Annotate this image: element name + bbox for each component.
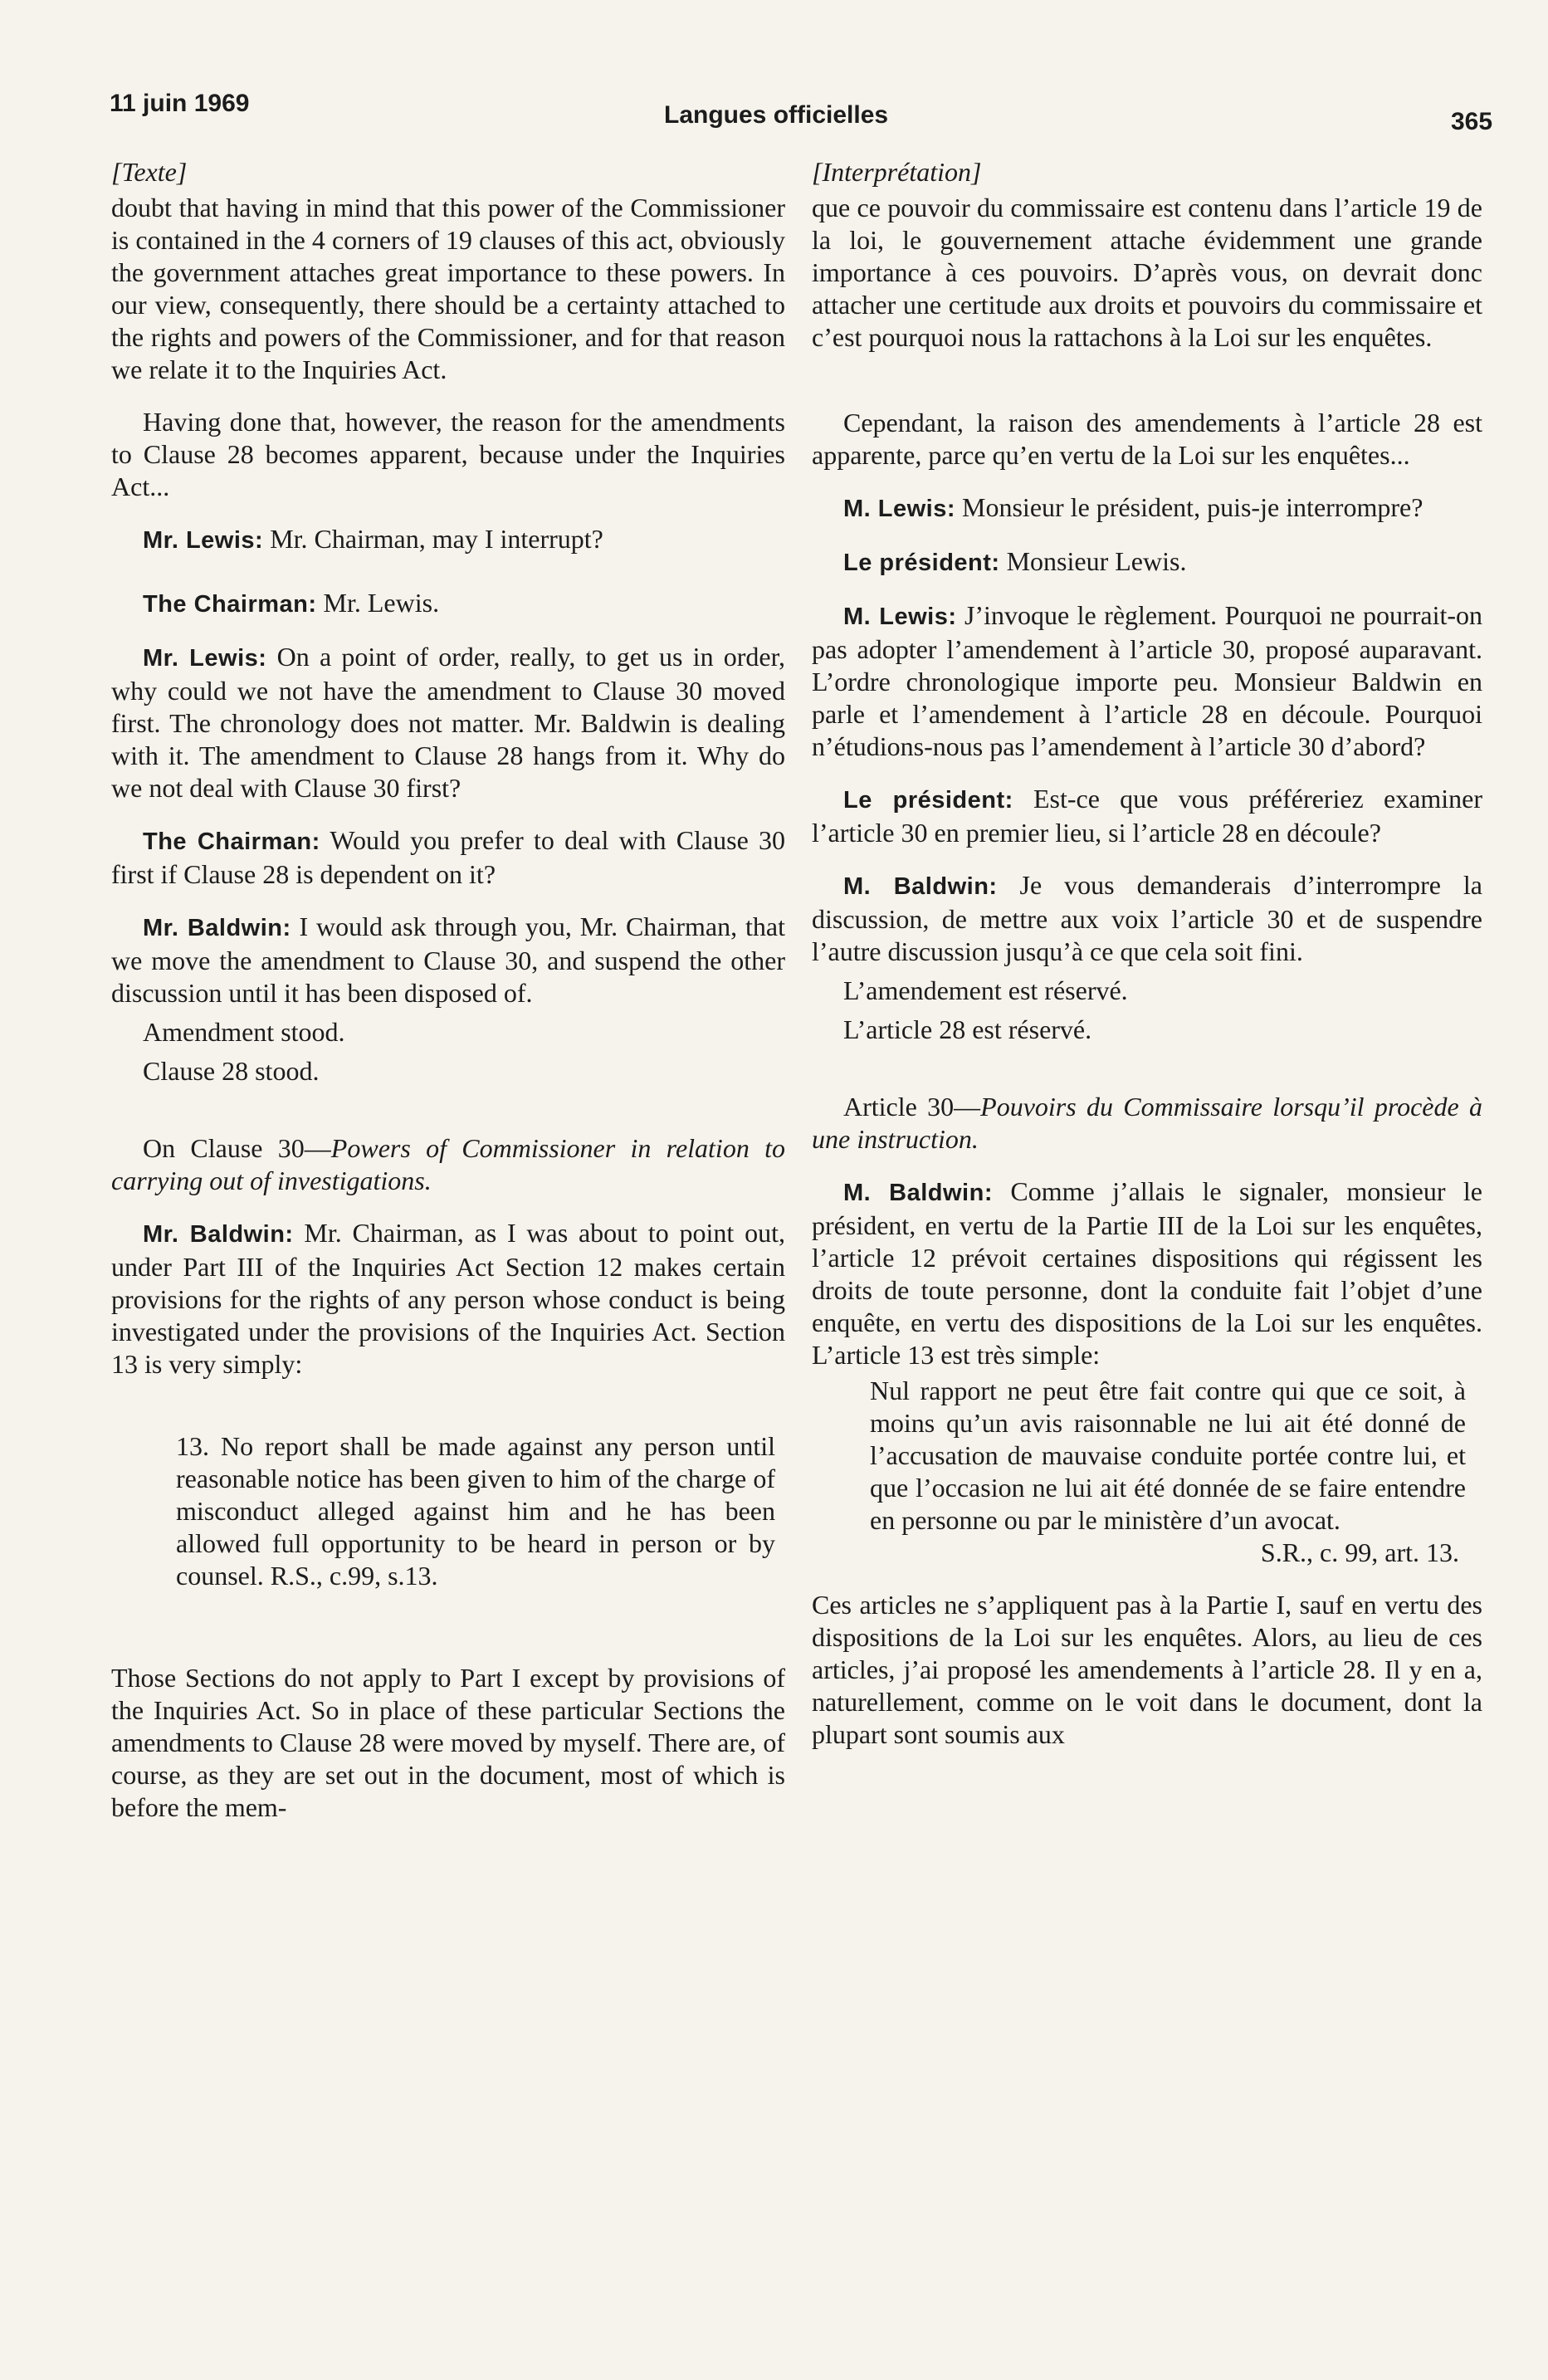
- english-speech: [111, 641, 785, 804]
- speech-text: Mr. Lewis.: [316, 588, 440, 618]
- speaker-name: Mr. Lewis:: [143, 645, 267, 672]
- english-speech: [111, 523, 785, 557]
- french-speech: [812, 1175, 1482, 1371]
- clause-stood: L’article 28 est réservé.: [843, 1014, 1092, 1044]
- speech-text: Monsieur le président, puis-je interrompre?: [955, 492, 1423, 522]
- speaker-name: Le président:: [843, 787, 1013, 814]
- page-number: 365: [1451, 108, 1493, 135]
- clause-heading: [111, 1132, 785, 1197]
- speaker-name: The Chairman:: [143, 591, 317, 618]
- english-column-label: [Texte]: [111, 157, 188, 187]
- amendment-stood: Amendment stood.: [143, 1017, 345, 1047]
- header-date: 11 juin 1969: [110, 90, 250, 117]
- english-quoted-section: 13. No report shall be made against any person until reasonable notice has been given to him of the charge of misconduct alleged against him and he has been allowed full opportunity to be heard in person or by counsel. R.S., c.99, s.13.: [176, 1431, 775, 1591]
- speaker-name: Mr. Baldwin:: [143, 915, 291, 941]
- speaker-name: M. Baldwin:: [843, 873, 998, 900]
- french-speech: [812, 545, 1482, 579]
- english-column: [111, 156, 785, 1844]
- french-paragraph: Ces articles ne s’appliquent pas à la Partie I, sauf en vertu des dispositions de la Loi sur les enquêtes. Alors, au lieu de ces articles, j’ai proposé les amendements à l’article 28. Il y en a, naturellement, comme on le voit dans le document, dont la plupart sont soumis aux: [812, 1590, 1482, 1749]
- english-speech: [111, 911, 785, 1009]
- speaker-name: M. Baldwin:: [843, 1180, 993, 1206]
- speech-text: Est-ce que vous préféreriez examiner l’article 30 en premier lieu, si l’article 28 en découle?: [812, 784, 1482, 848]
- french-speech: [812, 491, 1482, 525]
- english-speech: [111, 587, 785, 621]
- clause-heading: [812, 1091, 1482, 1156]
- speech-text: Monsieur Lewis.: [999, 546, 1187, 576]
- clause-prefix: On Clause 30—: [143, 1133, 331, 1163]
- speech-text: Comme j’allais le signaler, monsieur le président, en vertu de la Partie III de la Loi sur les enquêtes, l’article 12 prévoit certaines dispositions qui régissent les droits de toute personne, dont la conduite fait l’objet d’une enquête, en vertu des dispositions de la Loi sur les enquêtes. L’article 13 est très simple:: [812, 1176, 1482, 1370]
- speech-text: Mr. Chairman, as I was about to point out, under Part III of the Inquiries Act Section 12 makes certain provisions for the rights of any person whose conduct is being investigated under the provisions of the Inquiries Act. Section 13 is very simply:: [111, 1218, 786, 1379]
- english-paragraph: Those Sections do not apply to Part I except by provisions of the Inquiries Act. So in place of these particular Sections the amendments to Clause 28 were moved by myself. There are, of course, as they are set out in the document, most of which is before the mem-: [111, 1663, 785, 1822]
- clause-title: Powers of Commissioner in relation to carrying out of investigations.: [111, 1133, 785, 1195]
- amendment-stood: L’amendement est réservé.: [843, 975, 1128, 1005]
- french-paragraph: que ce pouvoir du commissaire est contenu dans l’article 19 de la loi, le gouvernement attache évidemment une grande importance à ces pouvoirs. D’après vous, on devrait donc attacher une certitude aux droits et pouvoirs du commissaire et c’est pourquoi nous la rattachons à la Loi sur les enquêtes.: [812, 193, 1482, 352]
- clause-prefix: Article 30—: [843, 1092, 981, 1122]
- english-speech: [111, 1217, 785, 1381]
- clause-stood: Clause 28 stood.: [143, 1056, 320, 1086]
- speaker-name: Mr. Lewis:: [143, 527, 264, 554]
- speech-text: I would ask through you, Mr. Chairman, that we move the amendment to Clause 30, and suspend the other discussion until it has been disposed of.: [111, 911, 785, 1008]
- french-speech: [812, 783, 1482, 849]
- english-paragraph: doubt that having in mind that this power of the Commissioner is contained in the 4 corners of 19 clauses of this act, obviously the government attaches great importance to these powers. In our view, consequently, there should be a certainty attached to the rights and powers of the Commissioner, and for that reason we relate it to the Inquiries Act.: [111, 193, 785, 384]
- french-quote-citation: S.R., c. 99, art. 13.: [1260, 1537, 1459, 1567]
- french-speech: [812, 599, 1482, 763]
- speaker-name: Le président:: [843, 550, 1000, 576]
- speaker-name: M. Lewis:: [843, 604, 957, 630]
- speech-text: Je vous demanderais d’interrompre la discussion, de mettre aux voix l’article 30 et de suspendre l’autre discussion jusqu’à ce que cela soit fini.: [812, 870, 1483, 966]
- french-column-label: [Interprétation]: [812, 157, 982, 187]
- english-paragraph: Having done that, however, the reason for the amendments to Clause 28 becomes apparent, because under the Inquiries Act...: [111, 407, 785, 501]
- french-quoted-section: Nul rapport ne peut être fait contre qui que ce soit, à moins qu’un avis raisonnable ne lui ait été donné de l’accusation de mauvaise conduite portée contre lui, et que l’occasion ne lui ait été donnée de se faire entendre en personne ou par le ministère d’un avocat.: [870, 1376, 1466, 1535]
- speaker-name: The Chairman:: [143, 828, 320, 855]
- french-speech: [812, 869, 1482, 968]
- french-paragraph: Cependant, la raison des amendements à l’article 28 est apparente, parce qu’en vertu de la Loi sur les enquêtes...: [812, 408, 1482, 470]
- speech-text: On a point of order, really, to get us in order, why could we not have the amendment to Clause 30 moved first. The chronology does not matter. Mr. Baldwin is dealing with it. The amendment to Clause 28 hangs from it. Why do we not deal with Clause 30 first?: [111, 642, 786, 803]
- speech-text: Would you prefer to deal with Clause 30 first if Clause 28 is dependent on it?: [111, 825, 785, 889]
- speech-text: Mr. Chairman, may I interrupt?: [263, 524, 603, 554]
- english-speech: [111, 824, 785, 891]
- french-column: [812, 156, 1482, 1771]
- speaker-name: Mr. Baldwin:: [143, 1221, 294, 1248]
- clause-title: Pouvoirs du Commissaire lorsqu’il procède à une instruction.: [812, 1092, 1482, 1154]
- speech-text: J’invoque le règlement. Pourquoi ne pourrait-on pas adopter l’amendement à l’article 30, proposé auparavant. L’ordre chronologique importe peu. Monsieur Baldwin en parle et l’amendement à l’article 28 en découle. Pourquoi n’étudions-nous pas l’amendement à l’article 30 d’abord?: [812, 600, 1483, 761]
- speaker-name: M. Lewis:: [843, 496, 956, 522]
- header-title: Langues officielles: [664, 101, 889, 129]
- running-head: [0, 90, 1548, 135]
